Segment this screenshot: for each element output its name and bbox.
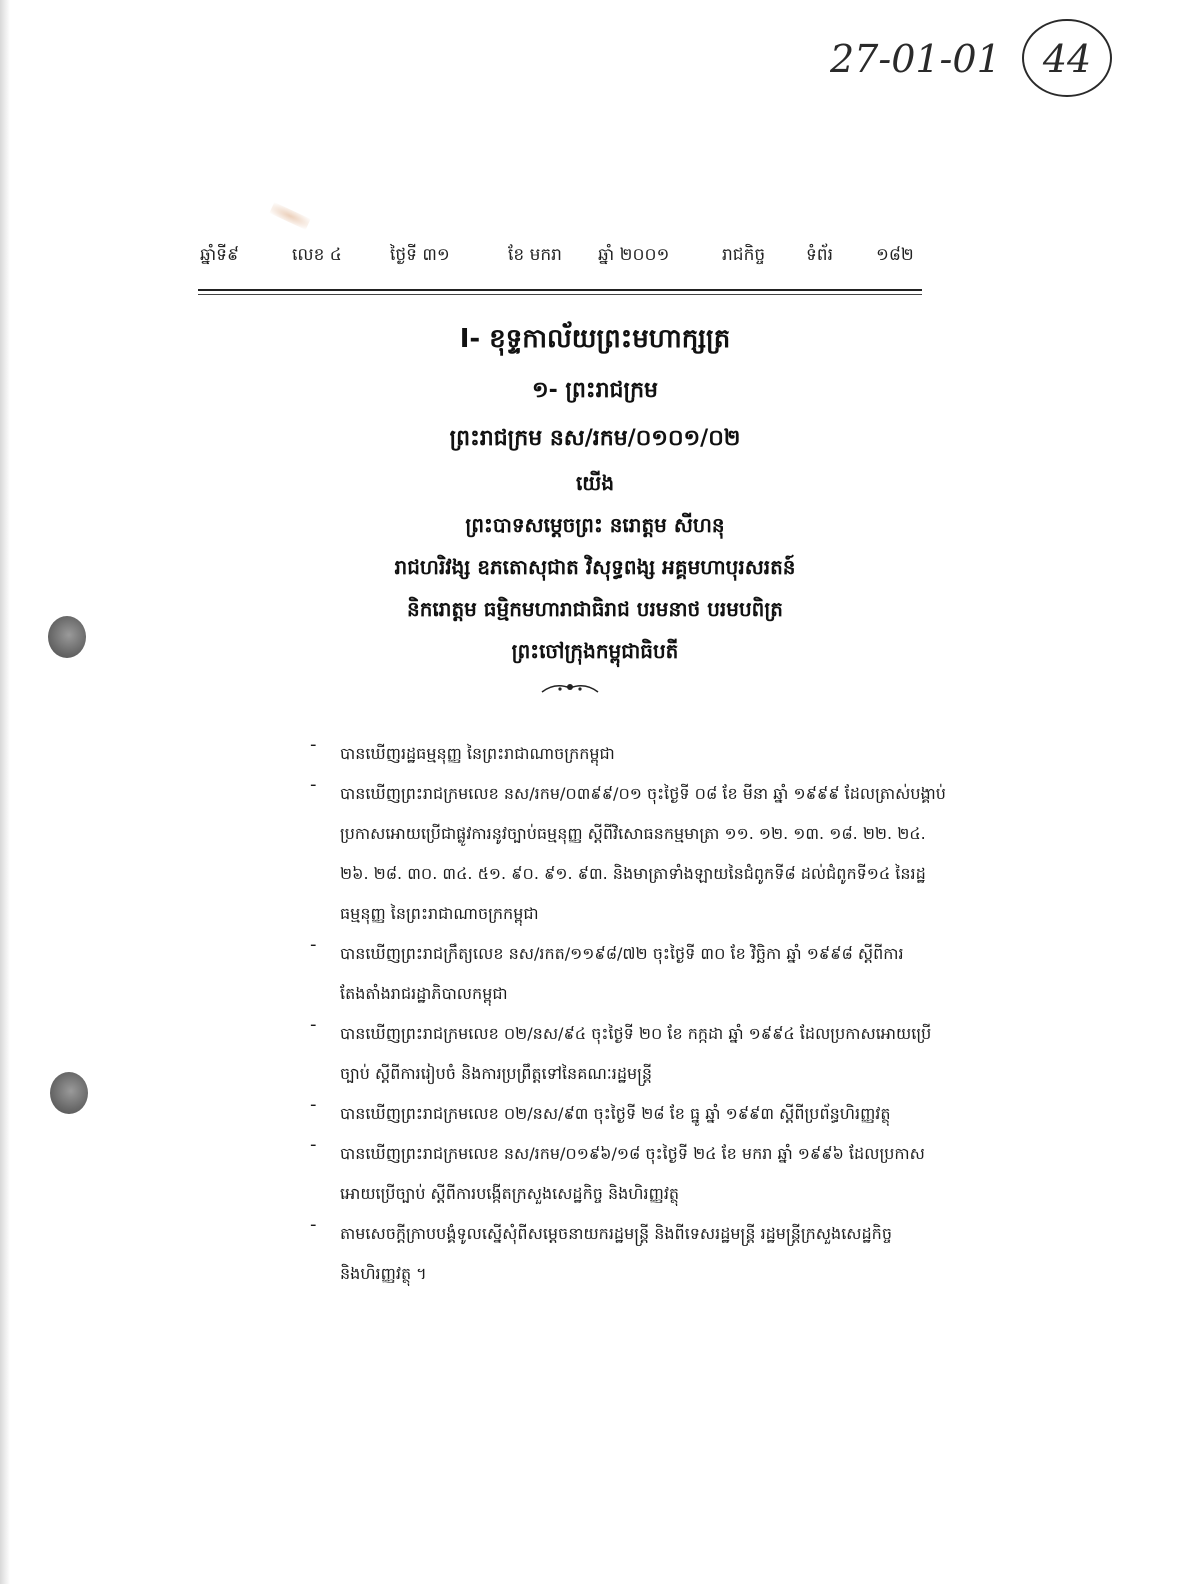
king-title-line-1: ព្រះបាទសម្តេចព្រះ នរោត្តម សីហនុ — [465, 513, 725, 537]
header-page-no: ១៨២ — [876, 245, 914, 265]
list-item — [310, 1094, 950, 1134]
subsection-title: ១- ព្រះរាជក្រម — [531, 378, 659, 403]
ornament-divider — [540, 678, 600, 698]
list-bullet: - — [310, 774, 317, 795]
we-heading: យើង — [575, 471, 615, 495]
header-issue: លេខ ៤ — [292, 245, 342, 265]
list-bullet: - — [310, 1014, 317, 1035]
header-gazette: រាជកិច្ច — [722, 245, 766, 265]
consideration-list — [310, 734, 950, 1294]
section-title: I- ខុទ្ទកាល័យព្រះមហាក្សត្រ — [459, 324, 731, 354]
king-title-line-4: ព្រះចៅក្រុងកម្ពុជាធិបតី — [511, 639, 679, 663]
handwritten-date: 27-01-01 — [830, 37, 1001, 81]
punch-hole-top — [48, 616, 86, 658]
header-day: ថ្ងៃទី ៣១ — [390, 245, 450, 265]
king-title-line-3: និករោត្តម ធម្មិកមហារាជាធិរាជ បរមនាថ បរមបពិត្រ — [407, 597, 783, 621]
list-bullet: - — [310, 1214, 317, 1235]
header-year: ឆ្នាំទី៩ — [200, 245, 240, 265]
list-item — [310, 1214, 950, 1294]
list-item — [310, 1134, 950, 1214]
list-bullet: - — [310, 734, 317, 755]
list-item — [310, 734, 950, 774]
header-page-label: ទំព័រ — [806, 245, 833, 265]
list-item-text: បានឃើញព្រះរាជក្រមលេខ ០២/នស/៩៣ ចុះថ្ងៃទី ២៨ ខែ ធ្នូ ឆ្នាំ ១៩៩៣ ស្តីពីប្រព័ន្ធហិរញ្ញវត្ថុ — [340, 1104, 891, 1123]
list-item-text: បានឃើញរដ្ឋធម្មនុញ្ញ នៃព្រះរាជាណាចក្រកម្ពុជា — [340, 744, 615, 763]
list-item-text: បានឃើញព្រះរាជក្រឹត្យលេខ នស/រកត/១១៩៨/៧២ ចុះថ្ងៃទី ៣០ ខែ វិច្ឆិកា ឆ្នាំ ១៩៩៨ ស្តីពីការតែងតាំងរាជរដ្ឋាភិបាលកម្ពុជា — [340, 944, 904, 1003]
list-bullet: - — [310, 1134, 317, 1155]
punch-hole-bottom — [50, 1072, 88, 1114]
list-item-text: តាមសេចក្តីក្រាបបង្គំទូលស្នើសុំពីសម្តេចនាយករដ្ឋមន្ត្រី និងពីទេសរដ្ឋមន្ត្រី រដ្ឋមន្ត្រីក្រសួងសេដ្ឋកិច្ច និងហិរញ្ញវត្ថុ ។ — [340, 1224, 892, 1283]
list-item — [310, 1014, 950, 1094]
list-item-text: បានឃើញព្រះរាជក្រមលេខ នស/រកម/០៣៩៩/០១ ចុះថ្ងៃទី ០៨ ខែ មីនា ឆ្នាំ ១៩៩៩ ដែលត្រាស់បង្គាប់ប្រកាសអោយប្រើជាផ្លូវការនូវច្បាប់ធម្មនុញ្ញ ស្តីពីវិសោធនកម្មមាត្រា ១១. ១២. ១៣. ១៨. ២២. ២៤. ២៦. ២៨. ៣០. ៣៤. ៥១. ៩០. ៩១. ៩៣. និងមាត្រាទាំងឡាយនៃជំពូកទី៨ ដល់ជំពូកទី១៤ នៃរដ្ឋធម្មនុញ្ញ នៃព្រះរាជាណាចក្រកម្ពុជា — [340, 784, 946, 923]
list-item-text: បានឃើញព្រះរាជក្រមលេខ ០២/នស/៩៤ ចុះថ្ងៃទី ២០ ខែ កក្កដា ឆ្នាំ ១៩៩៤ ដែលប្រកាសអោយប្រើច្បាប់ ស្តីពីការរៀបចំ និងការប្រព្រឹត្តទៅនៃគណៈរដ្ឋមន្ត្រី — [340, 1024, 932, 1083]
list-item-text: បានឃើញព្រះរាជក្រមលេខ នស/រកម/០១៩៦/១៨ ចុះថ្ងៃទី ២៤ ខែ មករា ឆ្នាំ ១៩៩៦ ដែលប្រកាសអោយប្រើច្បាប់ ស្តីពីការបង្កើតក្រសួងសេដ្ឋកិច្ច និងហិរញ្ញវត្ថុ — [340, 1144, 925, 1203]
header-month: ខែ មករា — [508, 245, 562, 265]
handwritten-page-no: 44 — [1042, 37, 1092, 81]
list-bullet: - — [310, 934, 317, 955]
decree-title-block — [230, 0, 960, 700]
decree-number: ព្រះរាជក្រម នស/រកម/០១០១/០២ — [449, 426, 741, 451]
list-item — [310, 934, 950, 1014]
header-year-ad: ឆ្នាំ ២០០១ — [598, 245, 670, 265]
list-item — [310, 774, 950, 934]
king-title-line-2: រាជហរិវង្ស ឧភតោសុជាត វិសុទ្ធពង្ស អគ្គមហាបុរសរតន៍ — [394, 555, 796, 579]
list-bullet: - — [310, 1094, 317, 1115]
